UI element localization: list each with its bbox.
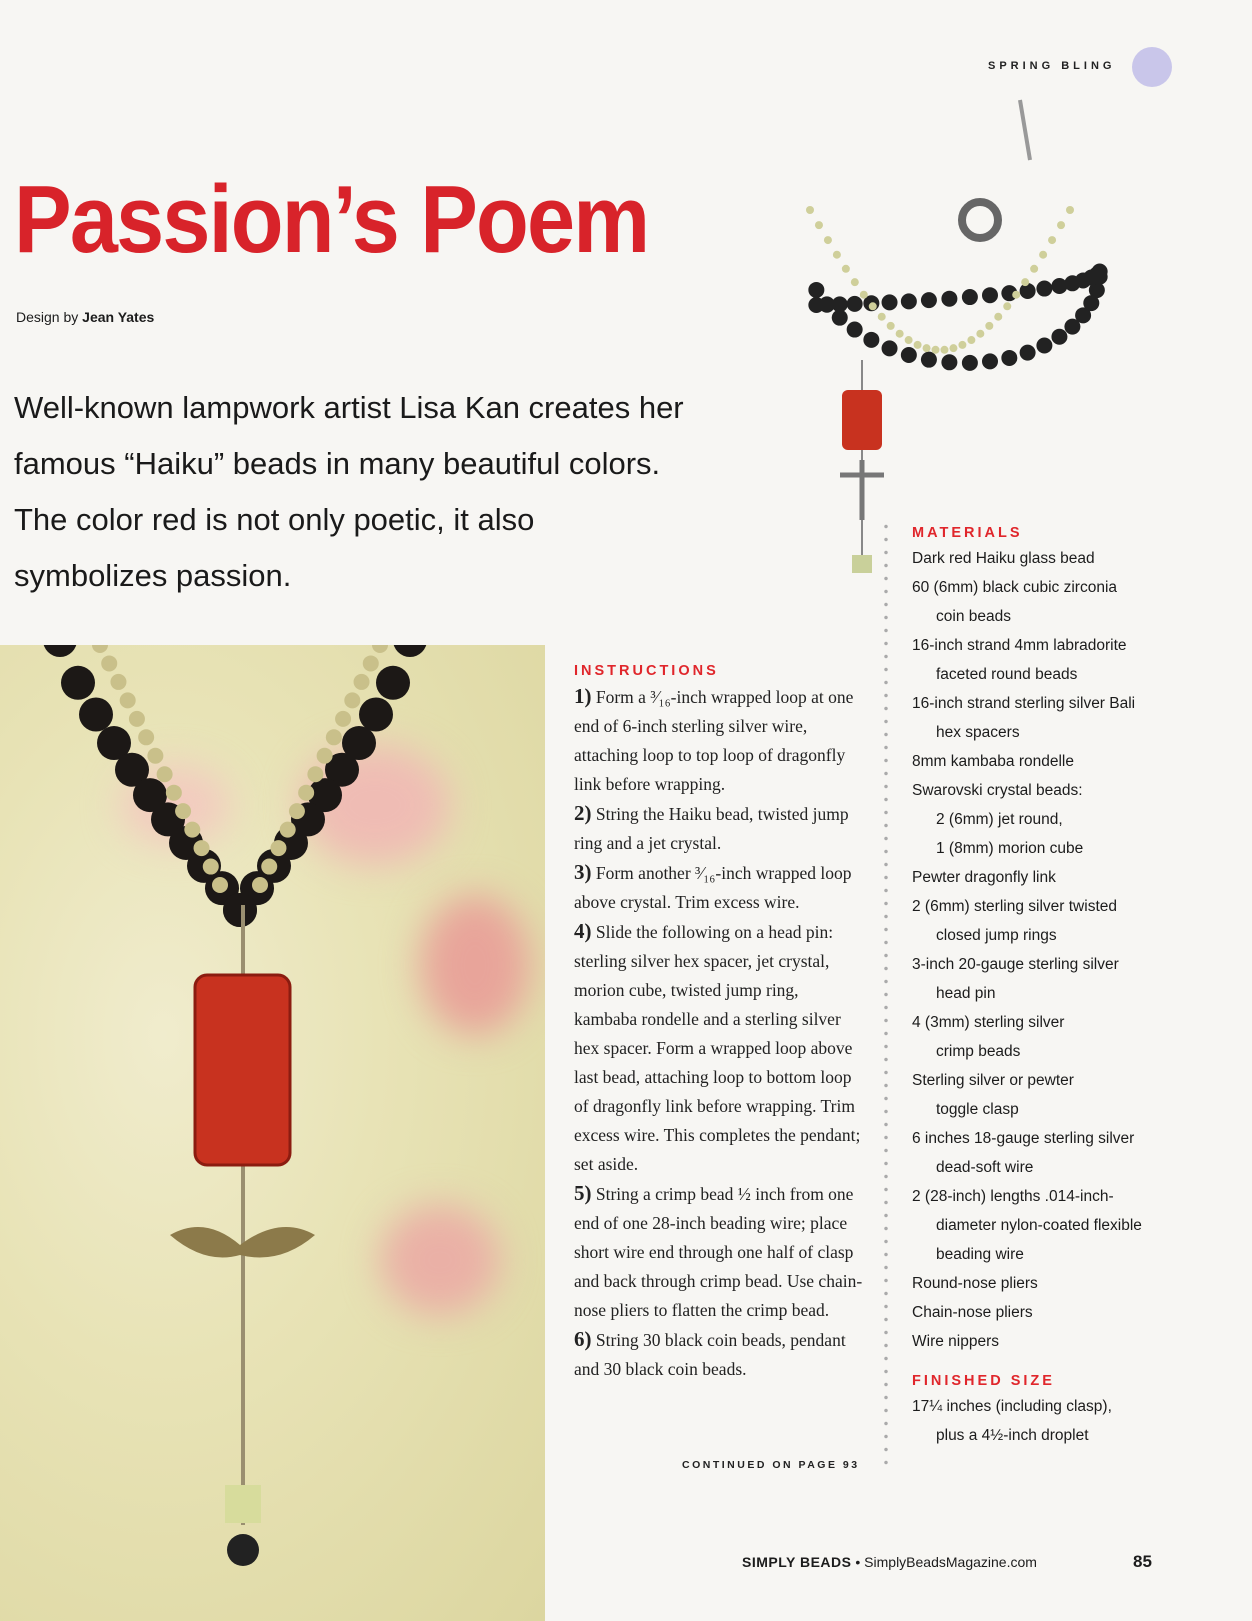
bead xyxy=(923,344,931,352)
bead xyxy=(335,711,351,727)
instructions-heading: INSTRUCTIONS xyxy=(574,663,719,679)
materials-list xyxy=(912,544,1172,1356)
bead xyxy=(1021,278,1029,286)
bead xyxy=(932,346,940,354)
material-item: Wire nippers xyxy=(912,1333,999,1350)
bead xyxy=(1030,265,1038,273)
instruction-steps xyxy=(574,682,864,1384)
bead xyxy=(896,330,904,338)
material-item: Round-nose pliers xyxy=(912,1275,1038,1292)
bead xyxy=(842,265,850,273)
step-number: 6) xyxy=(574,1327,592,1351)
magazine-name: SIMPLY BEADS xyxy=(742,1554,852,1570)
step-text: String the Haiku bead, twisted jump ring and a jet crystal. xyxy=(574,804,849,853)
bead xyxy=(815,221,823,229)
bead xyxy=(982,353,998,369)
bead xyxy=(166,785,182,801)
byline-prefix: Design by xyxy=(16,309,79,325)
bead xyxy=(887,322,895,330)
material-item: crimp beads xyxy=(936,1043,1021,1060)
bead xyxy=(61,666,95,700)
bead xyxy=(921,352,937,368)
material-item: 3-inch 20-gauge sterling silver xyxy=(912,956,1119,973)
pendant-photo xyxy=(0,645,545,1621)
morion-cube xyxy=(225,1485,261,1523)
bead xyxy=(1036,281,1052,297)
page-footer xyxy=(742,1554,1037,1570)
bead xyxy=(982,287,998,303)
magazine-website: SimplyBeadsMagazine.com xyxy=(864,1554,1037,1570)
instruction-step xyxy=(574,1179,864,1325)
instructions-section xyxy=(574,660,864,1384)
material-item: 16-inch strand sterling silver Bali xyxy=(912,695,1136,712)
bead xyxy=(921,292,937,308)
material-item: 6 inches 18-gauge sterling silver xyxy=(912,1130,1135,1147)
materials-heading: MATERIALS xyxy=(912,525,1023,541)
instruction-step xyxy=(574,917,864,1179)
dragonfly-link xyxy=(840,460,884,520)
instruction-step xyxy=(574,1325,864,1384)
bead xyxy=(326,729,342,745)
bead xyxy=(1001,350,1017,366)
material-item: toggle clasp xyxy=(936,1101,1019,1118)
bead xyxy=(344,692,360,708)
bead xyxy=(363,655,379,671)
step-number: 3) xyxy=(574,860,592,884)
bead-strand xyxy=(43,645,427,927)
bead xyxy=(212,877,228,893)
material-item: coin beads xyxy=(936,608,1011,625)
finished-size-heading: FINISHED SIZE xyxy=(912,1373,1055,1389)
bead xyxy=(92,645,108,653)
bead xyxy=(941,354,957,370)
material-item: 60 (6mm) black cubic zirconia xyxy=(912,579,1118,596)
bead xyxy=(941,291,957,307)
material-item: hex spacers xyxy=(936,724,1020,741)
bead xyxy=(317,748,333,764)
material-item: dead-soft wire xyxy=(936,1159,1034,1176)
material-item: Chain-nose pliers xyxy=(912,1304,1033,1321)
haiku-bead xyxy=(195,975,290,1165)
bead xyxy=(372,645,388,653)
bead xyxy=(175,803,191,819)
finished-size-line: plus a 4½-inch droplet xyxy=(936,1427,1089,1444)
section-kicker: SPRING BLING xyxy=(988,60,1116,72)
material-item: Swarovski crystal beads: xyxy=(912,782,1083,799)
bead xyxy=(976,330,984,338)
material-item: 4 (3mm) sterling silver xyxy=(912,1014,1065,1031)
bead xyxy=(847,322,863,338)
bead xyxy=(157,766,173,782)
haiku-bead xyxy=(842,390,882,450)
bead xyxy=(270,840,286,856)
bead xyxy=(129,711,145,727)
bead xyxy=(1048,236,1056,244)
bead xyxy=(298,785,314,801)
article-title: Passion’s Poem xyxy=(14,166,649,273)
bead xyxy=(901,293,917,309)
bead xyxy=(882,294,898,310)
bead xyxy=(354,674,370,690)
bead xyxy=(824,236,832,244)
bead xyxy=(147,748,163,764)
toggle-bar xyxy=(1020,100,1030,160)
instruction-step xyxy=(574,682,864,799)
bead xyxy=(808,297,824,313)
bead xyxy=(901,347,917,363)
material-item: Sterling silver or pewter xyxy=(912,1072,1074,1089)
material-item: 2 (6mm) sterling silver twisted xyxy=(912,898,1117,915)
bead xyxy=(962,355,978,371)
material-item: diameter nylon-coated flexible xyxy=(936,1217,1142,1234)
material-item: 2 (28-inch) lengths .014-inch- xyxy=(912,1188,1114,1205)
footer-bullet: • xyxy=(855,1554,861,1570)
step-number: 1) xyxy=(574,684,592,708)
material-item: Dark red Haiku glass bead xyxy=(912,550,1095,567)
bead xyxy=(806,206,814,214)
bead xyxy=(882,340,898,356)
bead xyxy=(1039,251,1047,259)
bead xyxy=(962,289,978,305)
step-text: String 30 black coin beads, pendant and 30 black coin beads. xyxy=(574,1330,846,1379)
step-text: String a crimp bead ½ inch from one end of one 28-inch beading wire; place short wire end through one half of clasp and back through crimp bead. Use chain-nose pliers to flatten the crimp bead. xyxy=(574,1184,863,1320)
bead xyxy=(307,766,323,782)
intro-paragraph: Well-known lampwork artist Lisa Kan creates her famous “Haiku” beads in many beautiful colors. The color red is not only poetic, it also symbolizes passion. xyxy=(14,390,684,593)
bead xyxy=(101,655,117,671)
bead xyxy=(878,313,886,321)
bead xyxy=(860,291,868,299)
bead xyxy=(1036,337,1052,353)
bead xyxy=(393,645,427,657)
toggle-ring xyxy=(962,202,998,238)
jet-crystal xyxy=(227,1534,259,1566)
bead xyxy=(833,251,841,259)
bead xyxy=(359,698,393,732)
bead xyxy=(869,302,877,310)
material-item: closed jump rings xyxy=(936,927,1057,944)
step-text: Form another ³⁄₁₆-inch wrapped loop above crystal. Trim excess wire. xyxy=(574,863,852,912)
bead xyxy=(851,278,859,286)
material-item: beading wire xyxy=(936,1246,1024,1263)
continued-note: CONTINUED ON PAGE 93 xyxy=(682,1459,860,1471)
material-item: faceted round beads xyxy=(936,666,1078,683)
bead xyxy=(203,859,219,875)
byline xyxy=(16,309,154,325)
decorative-dot xyxy=(1132,47,1172,87)
material-item: 1 (8mm) morion cube xyxy=(936,840,1084,857)
step-number: 4) xyxy=(574,919,592,943)
bead xyxy=(967,336,975,344)
bead xyxy=(1003,302,1011,310)
bead xyxy=(261,859,277,875)
dotted-divider xyxy=(884,520,888,1470)
material-item: head pin xyxy=(936,985,996,1002)
bead xyxy=(43,645,77,657)
bead xyxy=(1020,345,1036,361)
designer-name: Jean Yates xyxy=(82,309,155,325)
page-number: 85 xyxy=(1133,1552,1152,1571)
bead xyxy=(1057,221,1065,229)
bead xyxy=(985,322,993,330)
bead xyxy=(905,336,913,344)
material-item: Pewter dragonfly link xyxy=(912,869,1056,886)
material-item: 2 (6mm) jet round, xyxy=(936,811,1063,828)
instruction-step xyxy=(574,858,864,917)
bead xyxy=(863,332,879,348)
bead xyxy=(120,692,136,708)
bead xyxy=(1051,329,1067,345)
bead xyxy=(1066,206,1074,214)
instruction-step xyxy=(574,799,864,858)
bead xyxy=(808,282,824,298)
bead xyxy=(194,840,210,856)
bead xyxy=(994,313,1002,321)
bead xyxy=(958,341,966,349)
bead-strand xyxy=(806,206,1108,371)
bead xyxy=(184,822,200,838)
bead xyxy=(252,877,268,893)
bead xyxy=(289,803,305,819)
step-text: Form a ³⁄₁₆-inch wrapped loop at one end of 6-inch sterling silver wire, attaching loop to top loop of dragonfly link before wrapping. xyxy=(574,687,854,794)
step-number: 2) xyxy=(574,801,592,825)
finished-size-line: 17¼ inches (including clasp), xyxy=(912,1398,1112,1415)
step-text: Slide the following on a head pin: sterling silver hex spacer, jet crystal, morion cube, twisted jump ring, kambaba rondelle and a sterling silver hex spacer. Form a wrapped loop above last bead, attaching loop to bottom loop of dragonfly link before wrapping. Trim excess wire. This completes the pendant; set aside. xyxy=(574,922,861,1174)
bead xyxy=(949,344,957,352)
bead xyxy=(940,346,948,354)
materials-section xyxy=(912,522,1172,1450)
bead xyxy=(138,729,154,745)
step-number: 5) xyxy=(574,1181,592,1205)
bead xyxy=(914,341,922,349)
bead xyxy=(376,666,410,700)
bead xyxy=(847,296,863,312)
morion-cube xyxy=(852,555,872,573)
bead xyxy=(1012,291,1020,299)
bead xyxy=(110,674,126,690)
material-item: 16-inch strand 4mm labradorite xyxy=(912,637,1127,654)
bead xyxy=(280,822,296,838)
material-item: 8mm kambaba rondelle xyxy=(912,753,1074,770)
bead xyxy=(223,893,257,927)
bead xyxy=(1051,278,1067,294)
bead xyxy=(79,698,113,732)
